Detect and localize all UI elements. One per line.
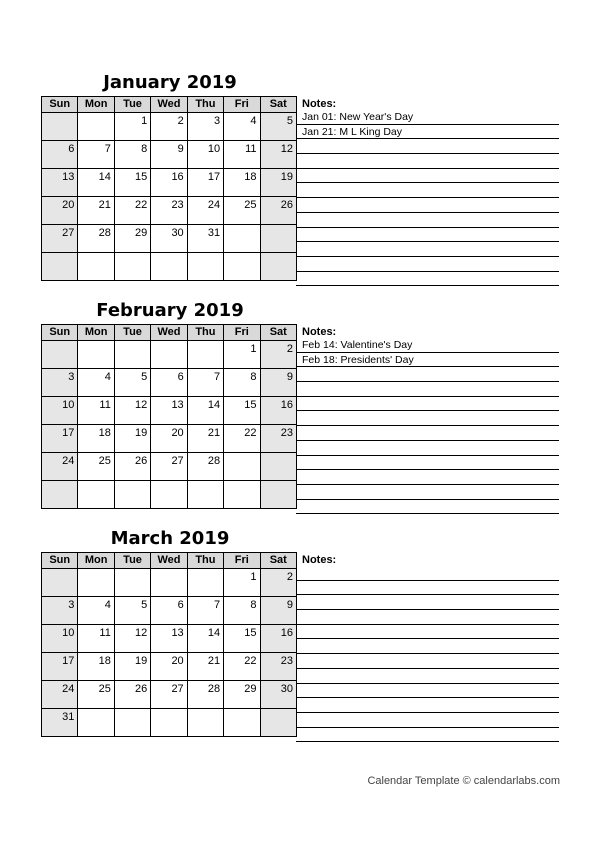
weekday-header: Tue [114,553,150,569]
day-cell: 28 [187,453,223,481]
day-cell: 12 [260,141,296,169]
day-cell: 21 [187,425,223,453]
note-line: Feb 18: Presidents' Day [296,353,559,368]
day-cell: 9 [260,369,296,397]
week-row [42,225,297,253]
day-cell [114,341,150,369]
day-cell [187,481,223,509]
day-cell [224,453,260,481]
note-line: Jan 21: M L King Day [296,125,559,140]
note-line [296,139,559,154]
weekday-header: Sun [42,97,78,113]
weekday-header: Thu [187,553,223,569]
day-cell: 28 [187,681,223,709]
day-cell: 1 [114,113,150,141]
day-cell: 5 [114,369,150,397]
week-row [42,709,297,737]
day-cell: 14 [187,397,223,425]
day-cell [260,253,296,281]
day-cell [224,709,260,737]
day-cell: 13 [151,397,187,425]
day-cell: 19 [114,425,150,453]
day-cell [260,481,296,509]
day-cell: 9 [260,597,296,625]
day-cell: 26 [260,197,296,225]
day-cell: 17 [42,425,78,453]
day-cell: 15 [114,169,150,197]
note-line [296,581,559,596]
weekday-header: Thu [187,97,223,113]
day-cell: 31 [187,225,223,253]
footer-credit: Calendar Template © calendarlabs.com [367,775,560,787]
weekday-header: Fri [224,325,260,341]
day-cell [42,113,78,141]
day-cell: 1 [224,569,260,597]
day-cell: 23 [260,425,296,453]
month-grid [41,324,297,509]
day-cell: 8 [224,369,260,397]
day-cell [42,341,78,369]
week-row [42,169,297,197]
weekday-header: Fri [224,553,260,569]
week-row [42,481,297,509]
notes-label: Notes: [302,98,337,110]
week-row [42,453,297,481]
day-cell: 6 [151,597,187,625]
day-cell: 3 [42,369,78,397]
week-row [42,597,297,625]
note-line [296,566,559,581]
day-cell: 19 [260,169,296,197]
day-cell [114,481,150,509]
day-cell: 14 [187,625,223,653]
month-title: March 2019 [110,528,230,549]
day-cell [151,569,187,597]
month-title: January 2019 [103,72,237,93]
note-line [296,382,559,397]
day-cell: 8 [114,141,150,169]
weekday-header: Wed [151,97,187,113]
weekday-header: Fri [224,97,260,113]
week-row [42,425,297,453]
day-cell: 24 [187,197,223,225]
note-line [296,198,559,213]
day-cell: 2 [260,341,296,369]
day-cell: 22 [224,653,260,681]
weekday-header: Wed [151,553,187,569]
note-line [296,713,559,728]
note-line [296,654,559,669]
month-title: February 2019 [96,300,244,321]
note-line [296,397,559,412]
note-line [296,228,559,243]
day-cell: 24 [42,681,78,709]
notes-lines [296,338,559,514]
day-cell: 13 [151,625,187,653]
day-cell [260,709,296,737]
week-row [42,397,297,425]
week-row [42,141,297,169]
notes-lines [296,110,559,286]
day-cell: 18 [78,653,114,681]
day-cell [114,253,150,281]
day-cell: 20 [151,653,187,681]
day-cell: 11 [78,625,114,653]
day-cell: 6 [42,141,78,169]
note-line [296,669,559,684]
weekday-header: Mon [78,97,114,113]
day-cell: 10 [187,141,223,169]
weekday-header: Sat [260,553,296,569]
note-line [296,470,559,485]
day-cell [42,481,78,509]
day-cell [151,709,187,737]
week-row [42,341,297,369]
day-cell: 23 [151,197,187,225]
day-cell [78,113,114,141]
day-cell: 22 [224,425,260,453]
week-row [42,569,297,597]
day-cell: 27 [151,453,187,481]
day-cell [224,253,260,281]
note-line [296,610,559,625]
day-cell: 9 [151,141,187,169]
day-cell: 26 [114,453,150,481]
day-cell: 7 [187,369,223,397]
day-cell [224,225,260,253]
day-cell [78,481,114,509]
day-cell: 10 [42,625,78,653]
day-cell [151,481,187,509]
note-line [296,728,559,743]
week-row [42,253,297,281]
note-line [296,367,559,382]
note-line [296,257,559,272]
day-cell: 16 [151,169,187,197]
day-cell: 4 [78,369,114,397]
day-cell: 14 [78,169,114,197]
note-line [296,213,559,228]
week-row [42,653,297,681]
day-cell: 15 [224,625,260,653]
day-cell [114,709,150,737]
day-cell [78,253,114,281]
notes-lines [296,566,559,742]
weekday-header: Sun [42,553,78,569]
day-cell: 27 [151,681,187,709]
day-cell: 3 [42,597,78,625]
weekday-header: Mon [78,325,114,341]
note-line [296,169,559,184]
day-cell: 25 [224,197,260,225]
note-line [296,154,559,169]
day-cell: 12 [114,397,150,425]
day-cell [151,341,187,369]
day-cell: 8 [224,597,260,625]
day-cell: 16 [260,625,296,653]
day-cell: 2 [260,569,296,597]
day-cell: 15 [224,397,260,425]
note-line [296,500,559,515]
day-cell: 16 [260,397,296,425]
day-cell: 11 [78,397,114,425]
weekday-header: Sun [42,325,78,341]
note-line [296,441,559,456]
day-cell: 20 [151,425,187,453]
day-cell: 1 [224,341,260,369]
day-cell: 27 [42,225,78,253]
day-cell [187,569,223,597]
month-grid [41,96,297,281]
note-line [296,242,559,257]
day-cell [187,341,223,369]
day-cell: 11 [224,141,260,169]
day-cell: 7 [78,141,114,169]
day-cell: 29 [114,225,150,253]
day-cell: 4 [224,113,260,141]
day-cell: 18 [78,425,114,453]
note-line [296,272,559,287]
weekday-header: Tue [114,325,150,341]
note-line: Jan 01: New Year's Day [296,110,559,125]
day-cell: 25 [78,453,114,481]
day-cell: 3 [187,113,223,141]
day-cell: 30 [260,681,296,709]
day-cell: 6 [151,369,187,397]
weekday-header: Wed [151,325,187,341]
day-cell: 12 [114,625,150,653]
day-cell: 20 [42,197,78,225]
day-cell: 21 [187,653,223,681]
note-line [296,411,559,426]
note-line [296,684,559,699]
day-cell [42,569,78,597]
day-cell [78,341,114,369]
note-line: Feb 14: Valentine's Day [296,338,559,353]
weekday-header: Thu [187,325,223,341]
day-cell: 25 [78,681,114,709]
weekday-header: Mon [78,553,114,569]
day-cell: 26 [114,681,150,709]
day-cell: 2 [151,113,187,141]
note-line [296,485,559,500]
day-cell: 4 [78,597,114,625]
day-cell: 17 [42,653,78,681]
day-cell: 24 [42,453,78,481]
day-cell [114,569,150,597]
day-cell [78,709,114,737]
day-cell [187,709,223,737]
day-cell: 19 [114,653,150,681]
day-cell: 10 [42,397,78,425]
month-grid [41,552,297,737]
notes-label: Notes: [302,554,337,566]
day-cell: 23 [260,653,296,681]
day-cell: 5 [114,597,150,625]
day-cell: 17 [187,169,223,197]
week-row [42,681,297,709]
day-cell: 18 [224,169,260,197]
note-line [296,625,559,640]
day-cell [42,253,78,281]
day-cell [78,569,114,597]
day-cell: 13 [42,169,78,197]
day-cell [151,253,187,281]
weekday-header: Sat [260,325,296,341]
note-line [296,595,559,610]
notes-label: Notes: [302,326,337,338]
note-line [296,698,559,713]
week-row [42,197,297,225]
weekday-header: Tue [114,97,150,113]
week-row [42,113,297,141]
day-cell [260,225,296,253]
note-line [296,183,559,198]
day-cell [224,481,260,509]
day-cell: 22 [114,197,150,225]
day-cell: 30 [151,225,187,253]
day-cell: 28 [78,225,114,253]
note-line [296,639,559,654]
day-cell: 29 [224,681,260,709]
day-cell: 7 [187,597,223,625]
note-line [296,456,559,471]
weekday-header: Sat [260,97,296,113]
day-cell: 21 [78,197,114,225]
day-cell [260,453,296,481]
week-row [42,369,297,397]
day-cell: 31 [42,709,78,737]
note-line [296,426,559,441]
day-cell: 5 [260,113,296,141]
day-cell [187,253,223,281]
week-row [42,625,297,653]
